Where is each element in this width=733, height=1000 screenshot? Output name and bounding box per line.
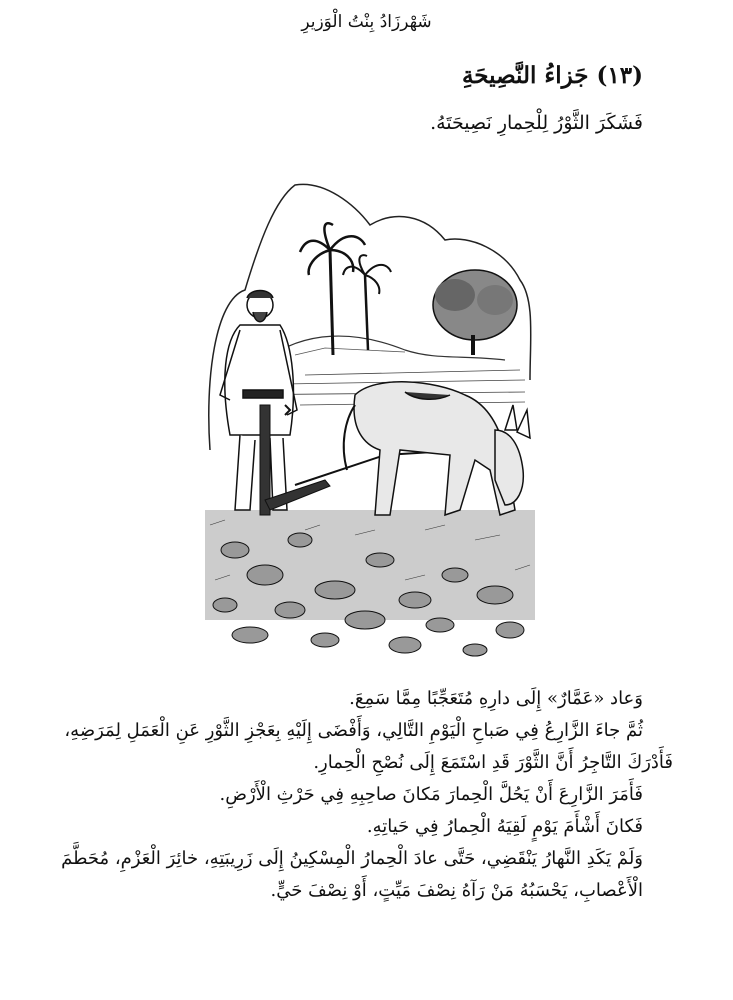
palm-tree [300, 223, 391, 355]
farmer-figure [220, 291, 297, 511]
plowed-ground [205, 510, 535, 656]
intro-sentence: فَشَكَرَ الثَّوْرُ لِلْحِمارِ نَصِيحَتَهُ. [430, 112, 643, 134]
paragraph: فَكانَ أَشْأَمَ يَوْمٍ لَقِيَهُ الْحِمارُ فِي حَياتِهِ. [366, 816, 643, 837]
story-body [33, 683, 673, 907]
plow [260, 405, 330, 515]
bush-tree [433, 270, 517, 355]
donkey-figure [344, 382, 530, 515]
paragraph: وَعاد «عَمَّارٌ» إِلَى دارِهِ مُتَعَجِّبًا مِمَّا سَمِعَ. [349, 688, 643, 709]
running-header: شَهْرزَادُ بِنْتُ الْوَزيرِ [301, 12, 432, 32]
paragraph: فَأَدْرَكَ التَّاجِرُ أَنَّ الثَّوْرَ قَدِ اسْتَمَعَ إِلَى نُصْحِ الْحِمارِ. [313, 752, 673, 773]
paragraph: فَأَمَرَ الزَّارِعَ أَنْ يَحُلَّ الْحِمارَ مَكانَ صاحِبِهِ فِي حَرْثِ الْأَرْضِ. [219, 784, 643, 805]
paragraph: وَلَمْ يَكَدِ النَّهارُ يَنْقَضِي، حَتَّى عادَ الْحِمارُ الْمِسْكِينُ إِلَى زَرِيبَتِهِ، خائِرَ الْعَزْمِ، مُحَطَّمَ الْأَعْصابِ، يَحْسَبُهُ مَنْ رَآهُ نِصْفَ مَيِّتٍ، أَوْ نِصْفَ حَيٍّ. [61, 848, 643, 901]
farmer-plowing-illustration [205, 180, 535, 665]
paragraph: ثُمَّ جاءَ الزَّارِعُ فِي صَباحِ الْيَوْمِ التَّالِي، وَأَفْضَى إِلَيْهِ بِعَجْزِ الثَّوْرِ عَنِ الْعَمَلِ لِمَرَضِهِ، [64, 720, 643, 741]
chapter-title: (١٣) جَزاءُ النَّصِيحَةِ [461, 62, 643, 89]
